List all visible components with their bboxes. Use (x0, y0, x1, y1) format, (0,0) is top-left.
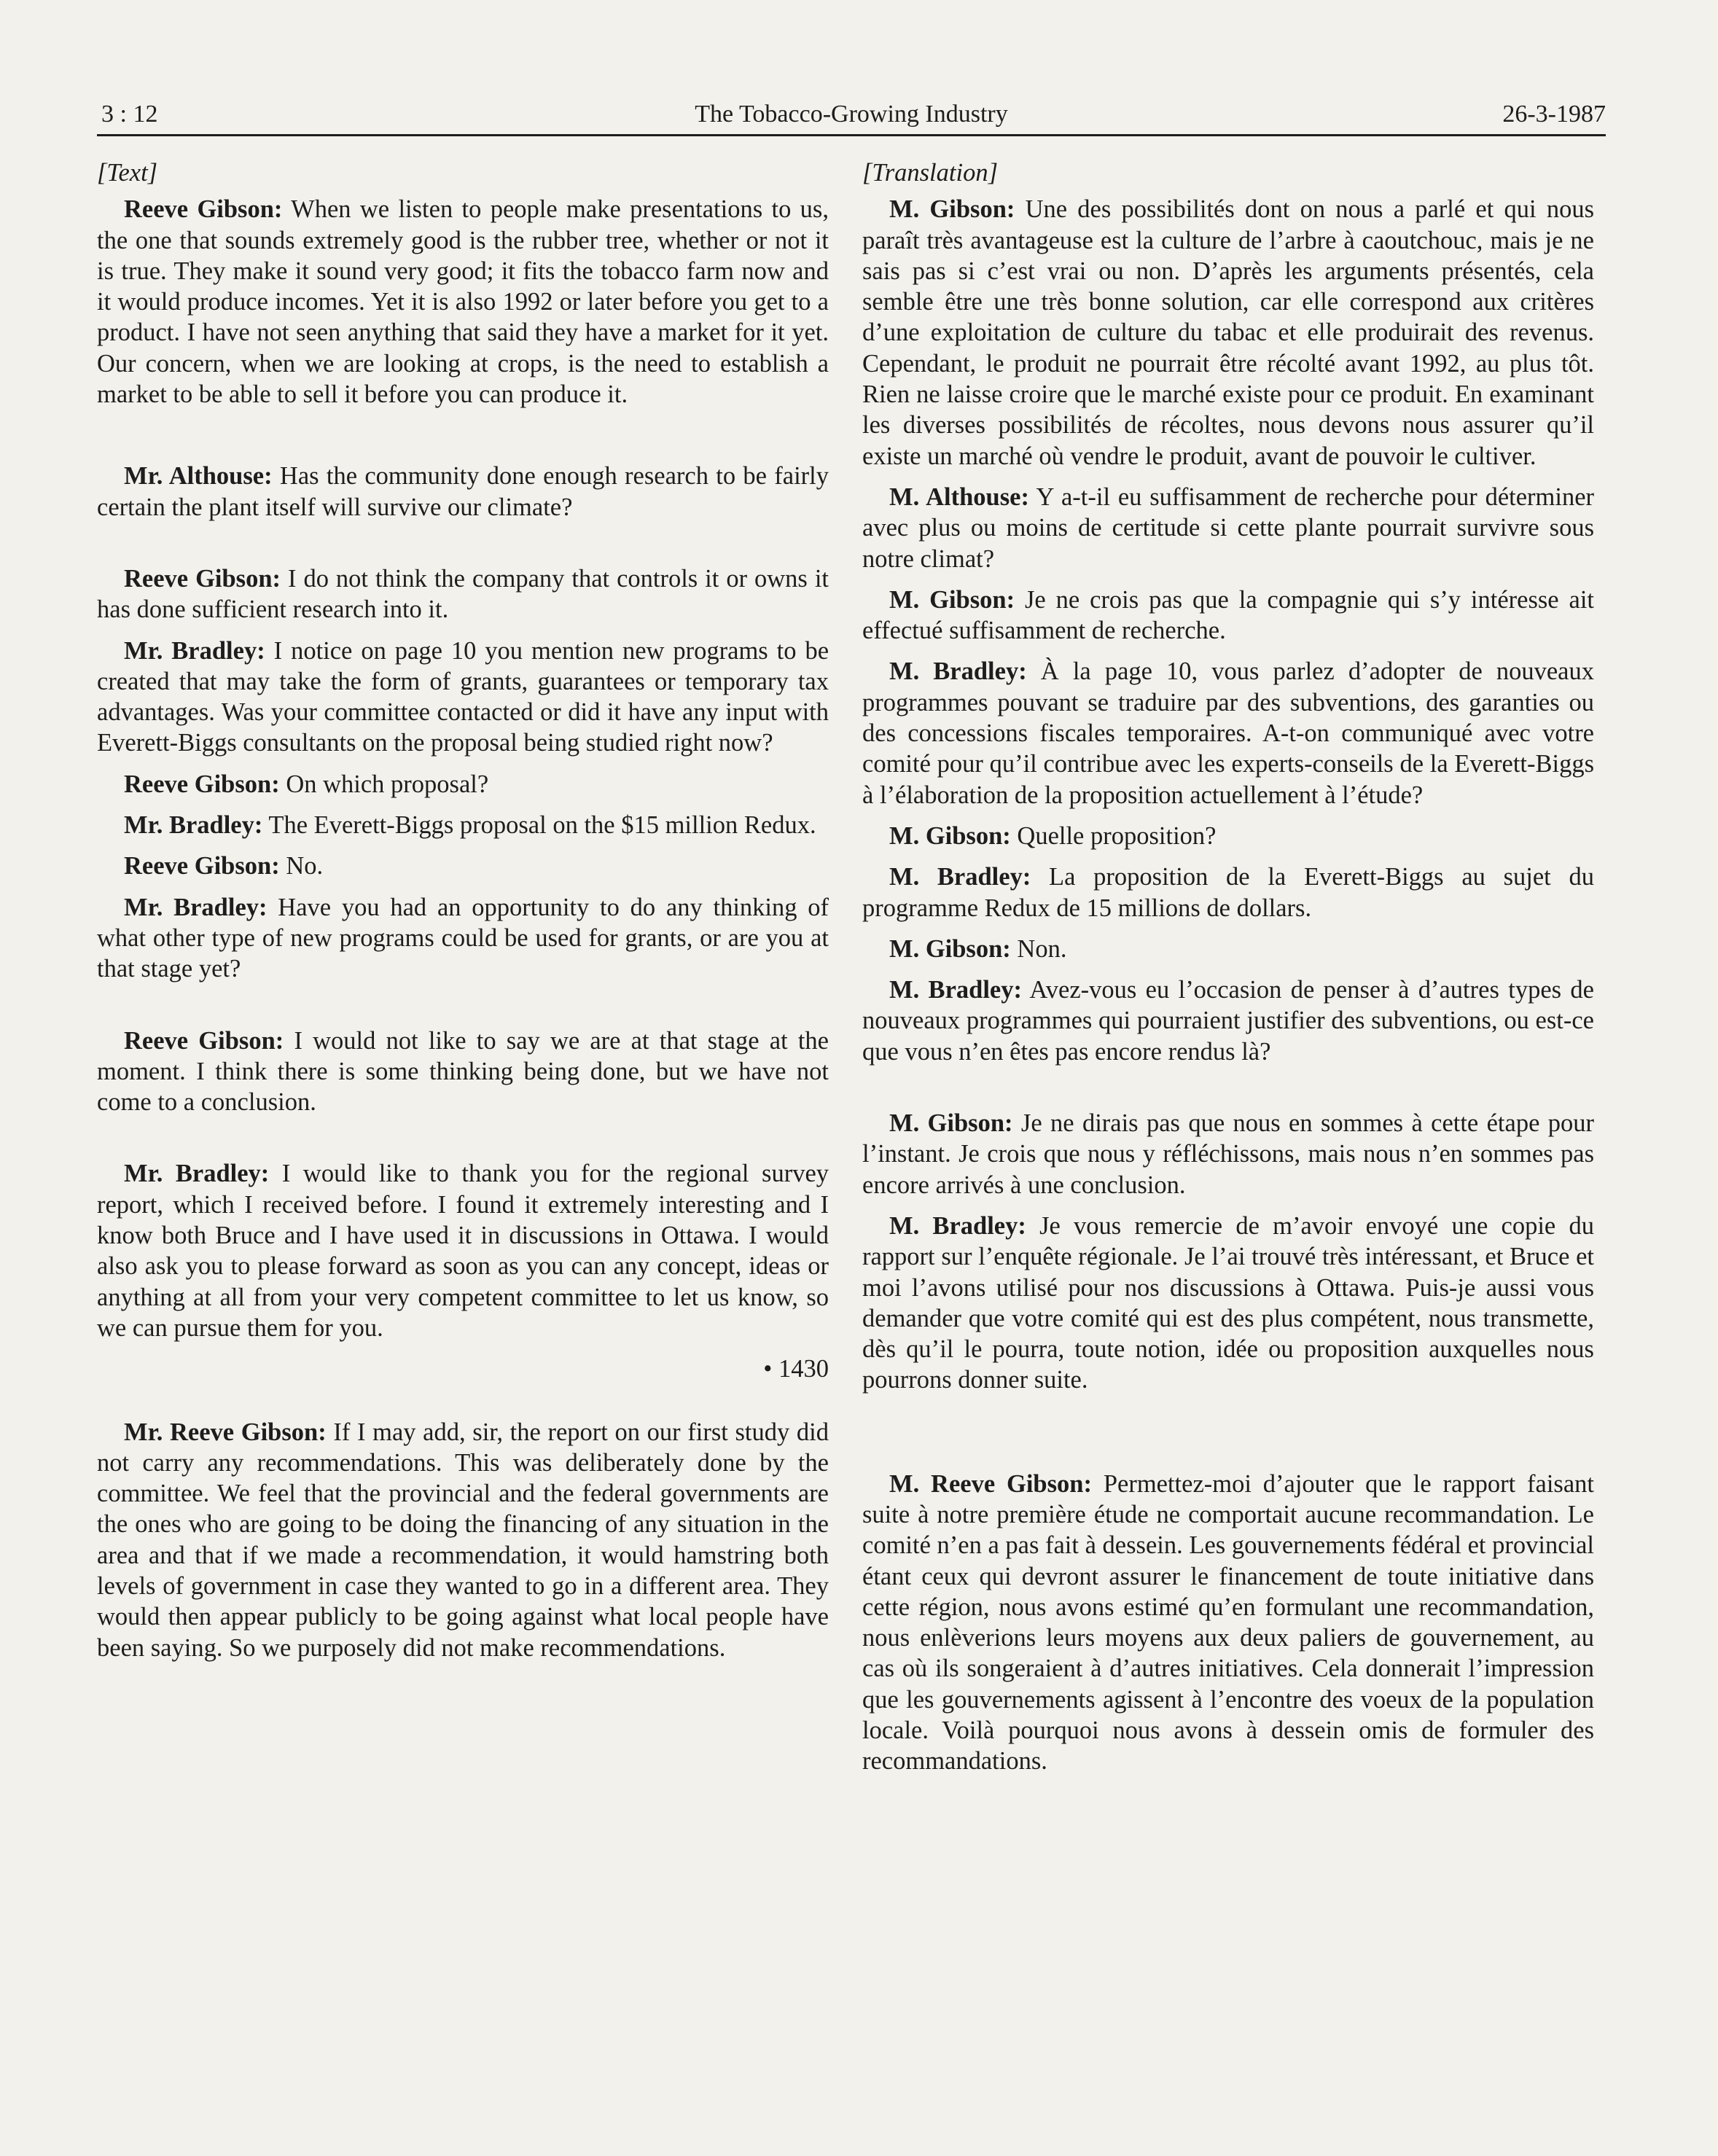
speech-text: Je vous remercie de m’avoir envoyé une copie du rapport sur l’enquête régionale. Je l’ai trouvé très intéressant, et Bruce et moi l’avons utilisé pour nos discussions à Ottawa. Puis-je aussi vous demander que votre comité qui est des plus compétent, nous transmette, dès qu’il le pourra, toute notion, idée ou proposition auxquelles nous pourrons donner suite. (862, 1211, 1594, 1394)
speech-text: I would not like to say we are at that stage at the moment. I think there is some thinking being done, but we have not come to a conclusion. (97, 1026, 829, 1117)
speech-paragraph (97, 892, 829, 985)
english-column (97, 157, 829, 1673)
speech-paragraph (97, 769, 829, 800)
speech-text: À la page 10, vous parlez d’adopter de nouveaux programmes pouvant se traduire par des subventions, des garanties ou des concessions fiscales temporaires. A-t-on communiqué avec votre comité pour qu’il contribue avec les experts-conseils de la Everett-Biggs à l’élaboration de la proposition actuellement à l’étude? (862, 657, 1594, 809)
speech-paragraph (862, 975, 1594, 1067)
header-date: 26-3-1987 (1502, 101, 1606, 128)
column-tag: [Text] (97, 159, 158, 187)
speaker-name: M. Bradley: (889, 863, 1031, 891)
running-header (97, 101, 1606, 136)
speech-text: On which proposal? (286, 770, 489, 798)
speech-text: The Everett-Biggs proposal on the $15 million Redux. (268, 811, 816, 840)
speech-text: No. (286, 852, 324, 880)
speaker-name: M. Gibson: (889, 195, 1015, 224)
speech-text: Quelle proposition? (1017, 821, 1217, 850)
speech-paragraph (862, 1469, 1594, 1777)
speech-paragraph (97, 851, 829, 881)
speech-text: I notice on page 10 you mention new programs to be created that may take the form of grants, guarantees or temporary tax advantages. Was your committee contacted or did it have any input with Everett-Biggs consultants on the proposal being studied right now? (97, 636, 829, 757)
speaker-name: M. Gibson: (889, 934, 1011, 963)
speech-paragraph (862, 194, 1594, 472)
speaker-name: M. Gibson: (889, 821, 1011, 850)
speaker-name: M. Reeve Gibson: (889, 1469, 1092, 1498)
speaker-name: M. Gibson: (889, 585, 1015, 614)
speech-paragraph (97, 1158, 829, 1343)
speech-paragraph (862, 821, 1594, 851)
speaker-name: Reeve Gibson: (124, 852, 280, 880)
speaker-name: M. Bradley: (889, 657, 1027, 686)
speaker-name: Mr. Bradley: (124, 811, 263, 840)
speaker-name: Mr. Althouse: (124, 462, 273, 491)
speaker-name: Reeve Gibson: (124, 564, 281, 593)
speech-text: La proposition de la Everett-Biggs au sujet du programme Redux de 15 millions de dollars. (862, 863, 1594, 922)
speech-paragraph (97, 563, 829, 625)
speech-paragraph (97, 461, 829, 523)
speech-paragraph (862, 862, 1594, 923)
time-marker: • 1430 (763, 1355, 829, 1383)
speech-text: Non. (1017, 934, 1067, 963)
french-column (862, 157, 1594, 1787)
speech-text: Has the community done enough research to be fairly certain the plant itself will survive our climate? (97, 462, 829, 521)
speech-text: Have you had an opportunity to do any thinking of what other type of new programs could be used for grants, or are you at that stage yet? (97, 893, 829, 983)
speech-text: Y a-t-il eu suffisamment de recherche pour déterminer avec plus ou moins de certitude si cette plante pourrait survivre sous notre climat? (862, 483, 1594, 573)
speech-text: Je ne dirais pas que nous en sommes à cette étape pour l’instant. Je crois que nous y réfléchissons, mais nous n’en sommes pas encore arrivés à une conclusion. (862, 1109, 1595, 1199)
speech-text: I would like to thank you for the regional survey report, which I received before. I found it extremely interesting and I know both Bruce and I have used it in discussions in Ottawa. I would also ask you to please forward as soon as you can any concept, ideas or anything at all from your very competent committee to let us know, so we can pursue them for you. (97, 1160, 829, 1342)
speech-paragraph (97, 1417, 829, 1663)
speech-text: I do not think the company that controls it or owns it has done sufficient research into it. (97, 564, 829, 624)
speech-paragraph (862, 482, 1594, 574)
speech-paragraph (862, 934, 1594, 964)
speaker-name: M. Althouse: (889, 483, 1029, 511)
speaker-name: Mr. Bradley: (124, 636, 265, 665)
speech-text: If I may add, sir, the report on our first study did not carry any recommendations. This was deliberately done by the committee. We feel that the provincial and the federal governments are the ones who are going to be doing the financing of any situation in the area and that if we made a recommendation, it would hamstring both levels of government in case they wanted to go in a different area. They would then appear publicly to be going against what local people have been saying. So we purposely did not make recommendations. (97, 1418, 829, 1662)
speech-paragraph (862, 1211, 1594, 1396)
speaker-name: M. Gibson: (889, 1109, 1013, 1138)
speech-paragraph (97, 636, 829, 759)
speech-text: Avez-vous eu l’occasion de penser à d’autres types de nouveaux programmes qui pourraient justifier des subventions, ou est-ce que vous n’en êtes pas encore rendus là? (862, 976, 1594, 1066)
speaker-name: Mr. Reeve Gibson: (124, 1418, 327, 1446)
speech-text: Je ne crois pas que la compagnie qui s’y intéresse ait effectué suffisamment de recherche. (862, 585, 1595, 645)
speech-text: When we listen to people make presentations to us, the one that sounds extremely good is the rubber tree, whether or not it is true. They make it sound very good; it fits the tobacco farm now and it would produce incomes. Yet it is also 1992 or later before you get to a product. I have not seen anything that said they have a market for it yet. Our concern, when we are looking at crops, is the need to establish a market to be able to sell it before you can produce it. (97, 195, 829, 409)
speaker-name: Reeve Gibson: (124, 770, 280, 798)
speech-paragraph (97, 1026, 829, 1118)
speech-paragraph (97, 194, 829, 410)
speech-text: Une des possibilités dont on nous a parlé et qui nous paraît très avantageuse est la culture de l’arbre à caoutchouc, mais je ne sais pas si c’est vrai ou non. D’après les arguments présentés, cela semble être une très bonne solution, car elle correspond aux critères d’une exploitation de culture du tabac et elle produirait des revenus. Cependant, le produit ne pourrait être récolté avant 1992, au plus tôt. Rien ne laisse croire que le marché existe pour ce produit. En examinant les diverses possibilités de récoltes, nous devons nous assurer qu’il existe un marché où vendre le produit, avant de pouvoir le cultiver. (862, 195, 1595, 470)
speech-paragraph (862, 585, 1594, 647)
speaker-name: Reeve Gibson: (124, 195, 283, 224)
header-title: The Tobacco-Growing Industry (695, 101, 1008, 128)
speaker-name: M. Bradley: (889, 1211, 1026, 1240)
speaker-name: Mr. Bradley: (124, 893, 268, 921)
speech-text: Permettez-moi d’ajouter que le rapport faisant suite à notre première étude ne comportait aucune recommandation. Le comité n’en a pas fait à dessein. Les gouvernements fédéral et provincial étant ceux qui devront assurer le financement de toute initiative dans cette région, nous avons estimé qu’en formulant une recommandation, nous enlèverions leurs moyens aux deux paliers de gouvernement, au cas où ils songeraient à d’autres initiatives. Cela donnerait l’impression que les gouvernements agissent à l’encontre des voeux de la population locale. Voilà pourquoi nous avons à dessein omis de formuler des recommandations. (862, 1469, 1594, 1776)
column-tag: [Translation] (862, 159, 998, 187)
speech-paragraph (862, 656, 1594, 810)
speaker-name: Mr. Bradley: (124, 1160, 270, 1188)
speaker-name: Reeve Gibson: (124, 1026, 284, 1055)
speech-paragraph (97, 810, 829, 840)
speech-paragraph (862, 1108, 1594, 1200)
header-page-ref: 3 : 12 (101, 101, 158, 128)
speaker-name: M. Bradley: (889, 976, 1022, 1004)
